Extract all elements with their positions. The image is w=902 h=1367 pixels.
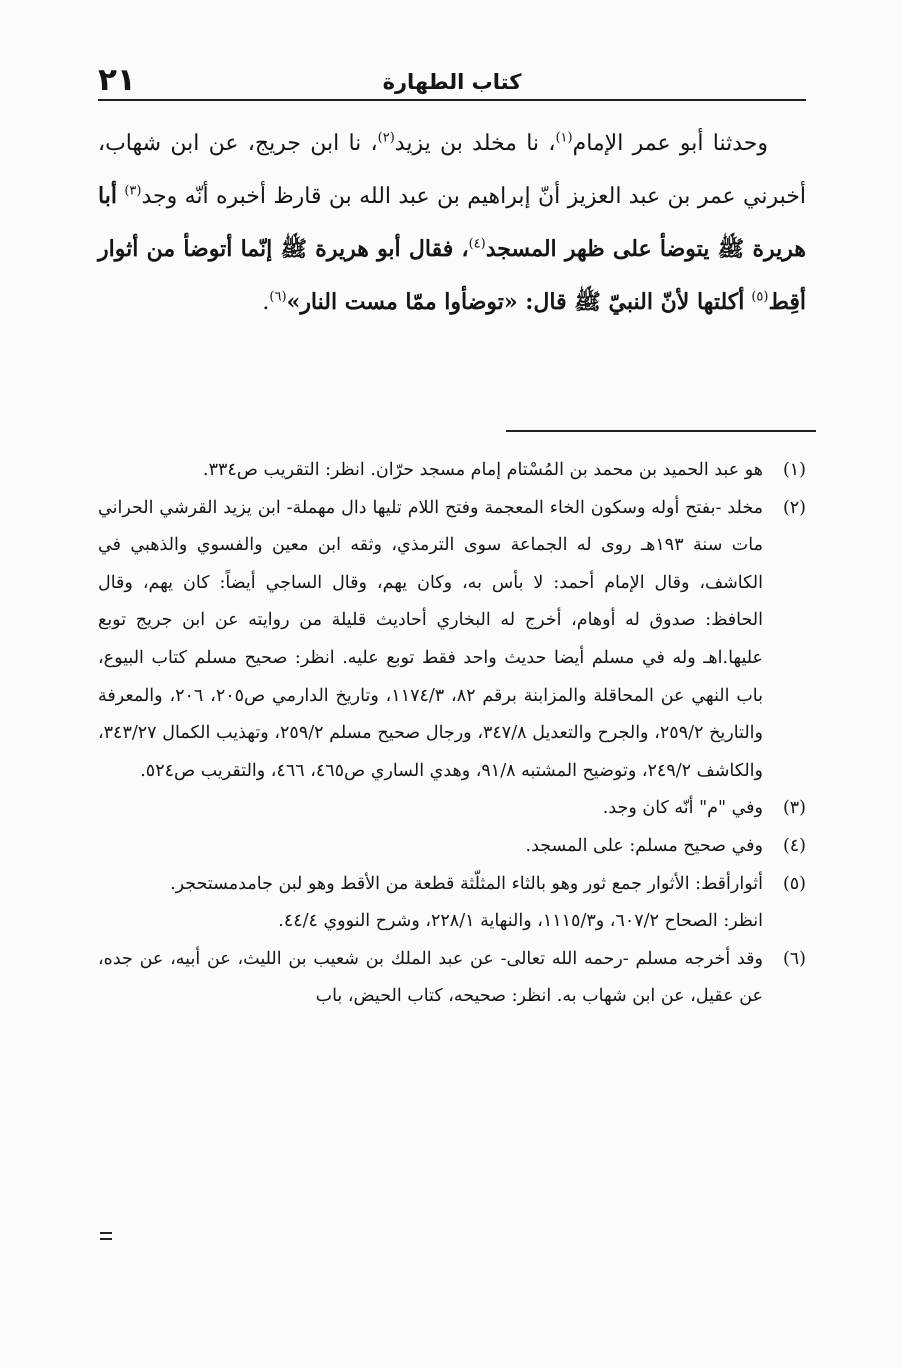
hadith-text: ، فقال أبو هريرة ﷺ إنّما أتوضأ من أثوار أقِط — [98, 236, 806, 315]
header-rule — [98, 99, 806, 101]
footnote-ref-5: (٥) — [751, 289, 769, 305]
footnote-number: (٢) — [782, 497, 806, 518]
footnote-number: (١) — [782, 460, 806, 480]
footnote-4 — [98, 828, 806, 866]
footnote-text: وقد أخرجه مسلم -رحمه الله تعالى- عن عبد الملك بن شعيب بن الليث، عن أبيه، عن جده، عن عقيل، عن ابن شهاب به. انظر: صحيحه، كتاب الحيض، باب — [98, 948, 763, 1007]
footnote-ref-4: (٤) — [468, 236, 486, 252]
continuation-mark — [100, 1232, 112, 1240]
page-header — [98, 62, 806, 102]
footnote-ref-2: (٢) — [377, 130, 395, 146]
footnote-text: وفي "م" أنّه كان وجد. — [602, 798, 763, 819]
footnote-ref-3: (٣) — [124, 183, 142, 199]
footnote-5 — [98, 866, 806, 904]
footnote-number: (٦) — [782, 948, 806, 969]
footnote-ref-1: (١) — [555, 130, 573, 146]
footnote-text: وفي صحيح مسلم: على المسجد. — [525, 835, 763, 856]
footnote-text: أثوارأقط: الأثوار جمع ثور وهو بالثاء المثلّثة قطعة من الأقط وهو لبن جامدمستحجر. — [170, 873, 763, 894]
footnote-2 — [98, 490, 806, 791]
footnote-text: مخلد -بفتح أوله وسكون الخاء المعجمة وفتح اللام تليها دال مهملة- ابن يزيد القرشي الحراني مات سنة ١٩٣هـ روى له الجماعة سوى الترمذي، وثقه ابن معين والفسوي والذهبي في الكاشف، وقال الإمام أحمد: لا بأس به، وكان يهم، وقال الساجي أيضاً: كان يهم، وقال الحافظ: صدوق له أوهام، أخرج له البخاري أحاديث قليلة من روايته عن ابن جريج توبع عليها.اهـ وله في مسلم أيضا حديث واحد فقط توبع عليه. انظر: صحيح مسلم كتاب البيوع، باب النهي عن المحاقلة والمزابنة برقم ٨٢، ١١٧٤/٣، وتاريخ الدارمي ص٢٠٥، ٢٠٦، والمعرفة والتاريخ ٢٥٩/٢، والجرح والتعديل ٣٤٧/٨، ورجال صحيح مسلم ٢٥٩/٢، وتهذيب الكمال ٣٤٣/٢٧، والكاشف ٢٤٩/٢، وتوضيح المشتبه ٩١/٨، وهدي الساري ص٤٦٥، ٤٦٦، والتقريب ص٥٢٤. — [98, 497, 763, 781]
main-text-run: وحدثنا أبو عمر الإمام — [572, 131, 768, 156]
footnote-text: هو عبد الحميد بن محمد بن المُسْتام إمام مسجد حرّان. انظر: التقريب ص٣٣٤. — [203, 460, 763, 480]
footnote-5-continuation: انظر: الصحاح ٦٠٧/٢، و١١١٥/٣، والنهاية ٢٢٨/١، وشرح النووي ٤٤/٤. — [278, 911, 763, 932]
footnote-number: (٥) — [782, 873, 806, 894]
footnote-number: (٣) — [782, 798, 806, 819]
page-number: ٢١ — [98, 62, 136, 98]
footnote-number: (٤) — [782, 835, 806, 856]
footnote-6 — [98, 941, 806, 1016]
main-paragraph — [98, 118, 806, 329]
footnote-3 — [98, 790, 806, 828]
main-text-run: ، نا مخلد بن يزيد — [394, 131, 556, 156]
chapter-title: كتاب الطهارة — [382, 70, 522, 94]
main-text — [98, 118, 806, 329]
footnotes — [98, 452, 806, 1016]
footnote-ref-6: (٦) — [269, 289, 287, 305]
main-text-end: . — [262, 290, 270, 315]
main-text-run: ، نا ابن جريج، عن ابن شهاب، أخبرني عمر بن عبد العزيز أنّ إبراهيم بن عبد الله بن قارظ أخبره أنّه وجد — [98, 131, 806, 209]
hadith-text: أبا هريرة ﷺ يتوضأ على ظهر المسجد — [98, 183, 807, 262]
footnote-1 — [98, 452, 806, 490]
footnote-separator — [506, 430, 816, 432]
hadith-text: أكلتها لأنّ النبيّ ﷺ قال: «توضأوا ممّا مست النار» — [286, 289, 745, 315]
